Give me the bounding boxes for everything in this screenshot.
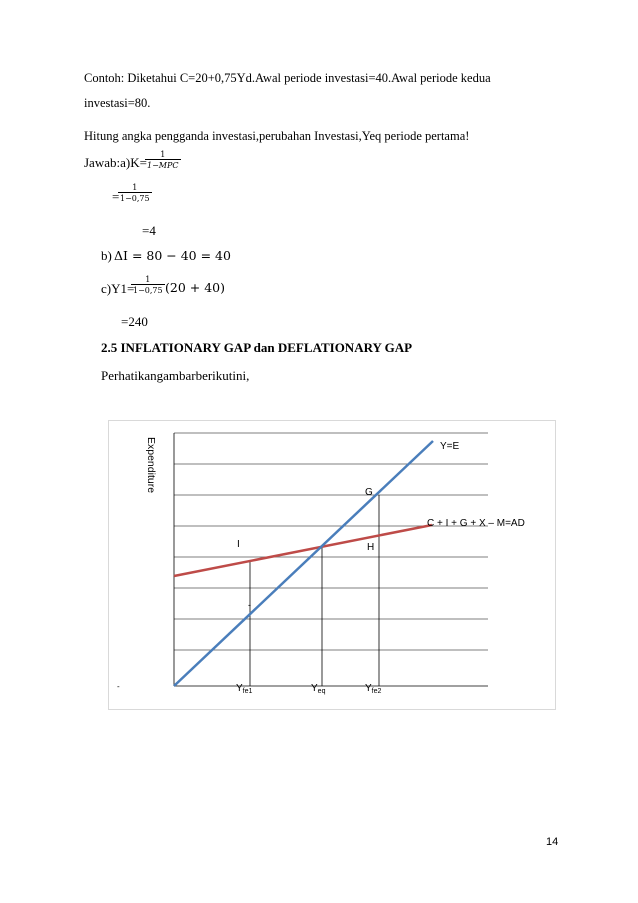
ye-line-label: Y=E [440,441,460,452]
intro-text: Perhatikangambarberikutini, [101,368,250,383]
fraction-mpc [118,183,152,203]
fraction-mpc-denominator: 1−0,75 [120,194,150,203]
example-paragraph-line1: Contoh: Diketahui C=20+0,75Yd.Awal periode investasi=40.Awal periode kedua [84,71,491,85]
point-i-label: I [237,539,240,550]
gap-diagram [108,420,556,710]
fraction-k-numerator: 1 [160,150,166,159]
point-h-label: H [367,542,375,553]
x-label-yfe2: $Y_{fe2}$ [365,683,382,695]
result-k: =4 [142,223,156,238]
point-g-label: G [365,487,373,498]
origin-mark: - [117,682,120,691]
answer-c-label: c)Y1= [101,281,135,296]
x-label-yfe1: $Y_{fe1}$ [236,683,253,695]
answer-b-label: b) [101,248,112,263]
result-c: =240 [121,314,148,329]
ad-line-label: C + I + G + X – M=AD [427,518,525,529]
answer-a-label: Jawab:a)K= [84,155,147,170]
example-paragraph-line2: investasi=80. [84,96,151,110]
x-label-yeq: $Y_{eq}$ [311,683,326,695]
question-paragraph: Hitung angka pengganda investasi,perubahan Investasi,Yeq periode pertama! [84,129,470,143]
fraction-k-denominator: 1−MPC [147,161,179,170]
page-number: 14 [546,836,559,848]
fraction-k [145,150,181,170]
equals-sign: = [112,189,120,204]
section-heading: 2.5 INFLATIONARY GAP dan DEFLATIONARY GAP [101,340,413,355]
tick-mark-label: - [248,600,251,610]
answer-b-expression: ΔI = 80 − 40 = 40 [114,248,231,263]
y-axis-label: Expenditure [145,437,157,494]
fraction-c [131,275,165,295]
fraction-mpc-numerator: 1 [132,183,138,192]
fraction-c-denominator: 1−0,75 [133,286,163,295]
answer-c-expression: (20 + 40) [165,280,225,295]
fraction-c-numerator: 1 [145,275,151,284]
